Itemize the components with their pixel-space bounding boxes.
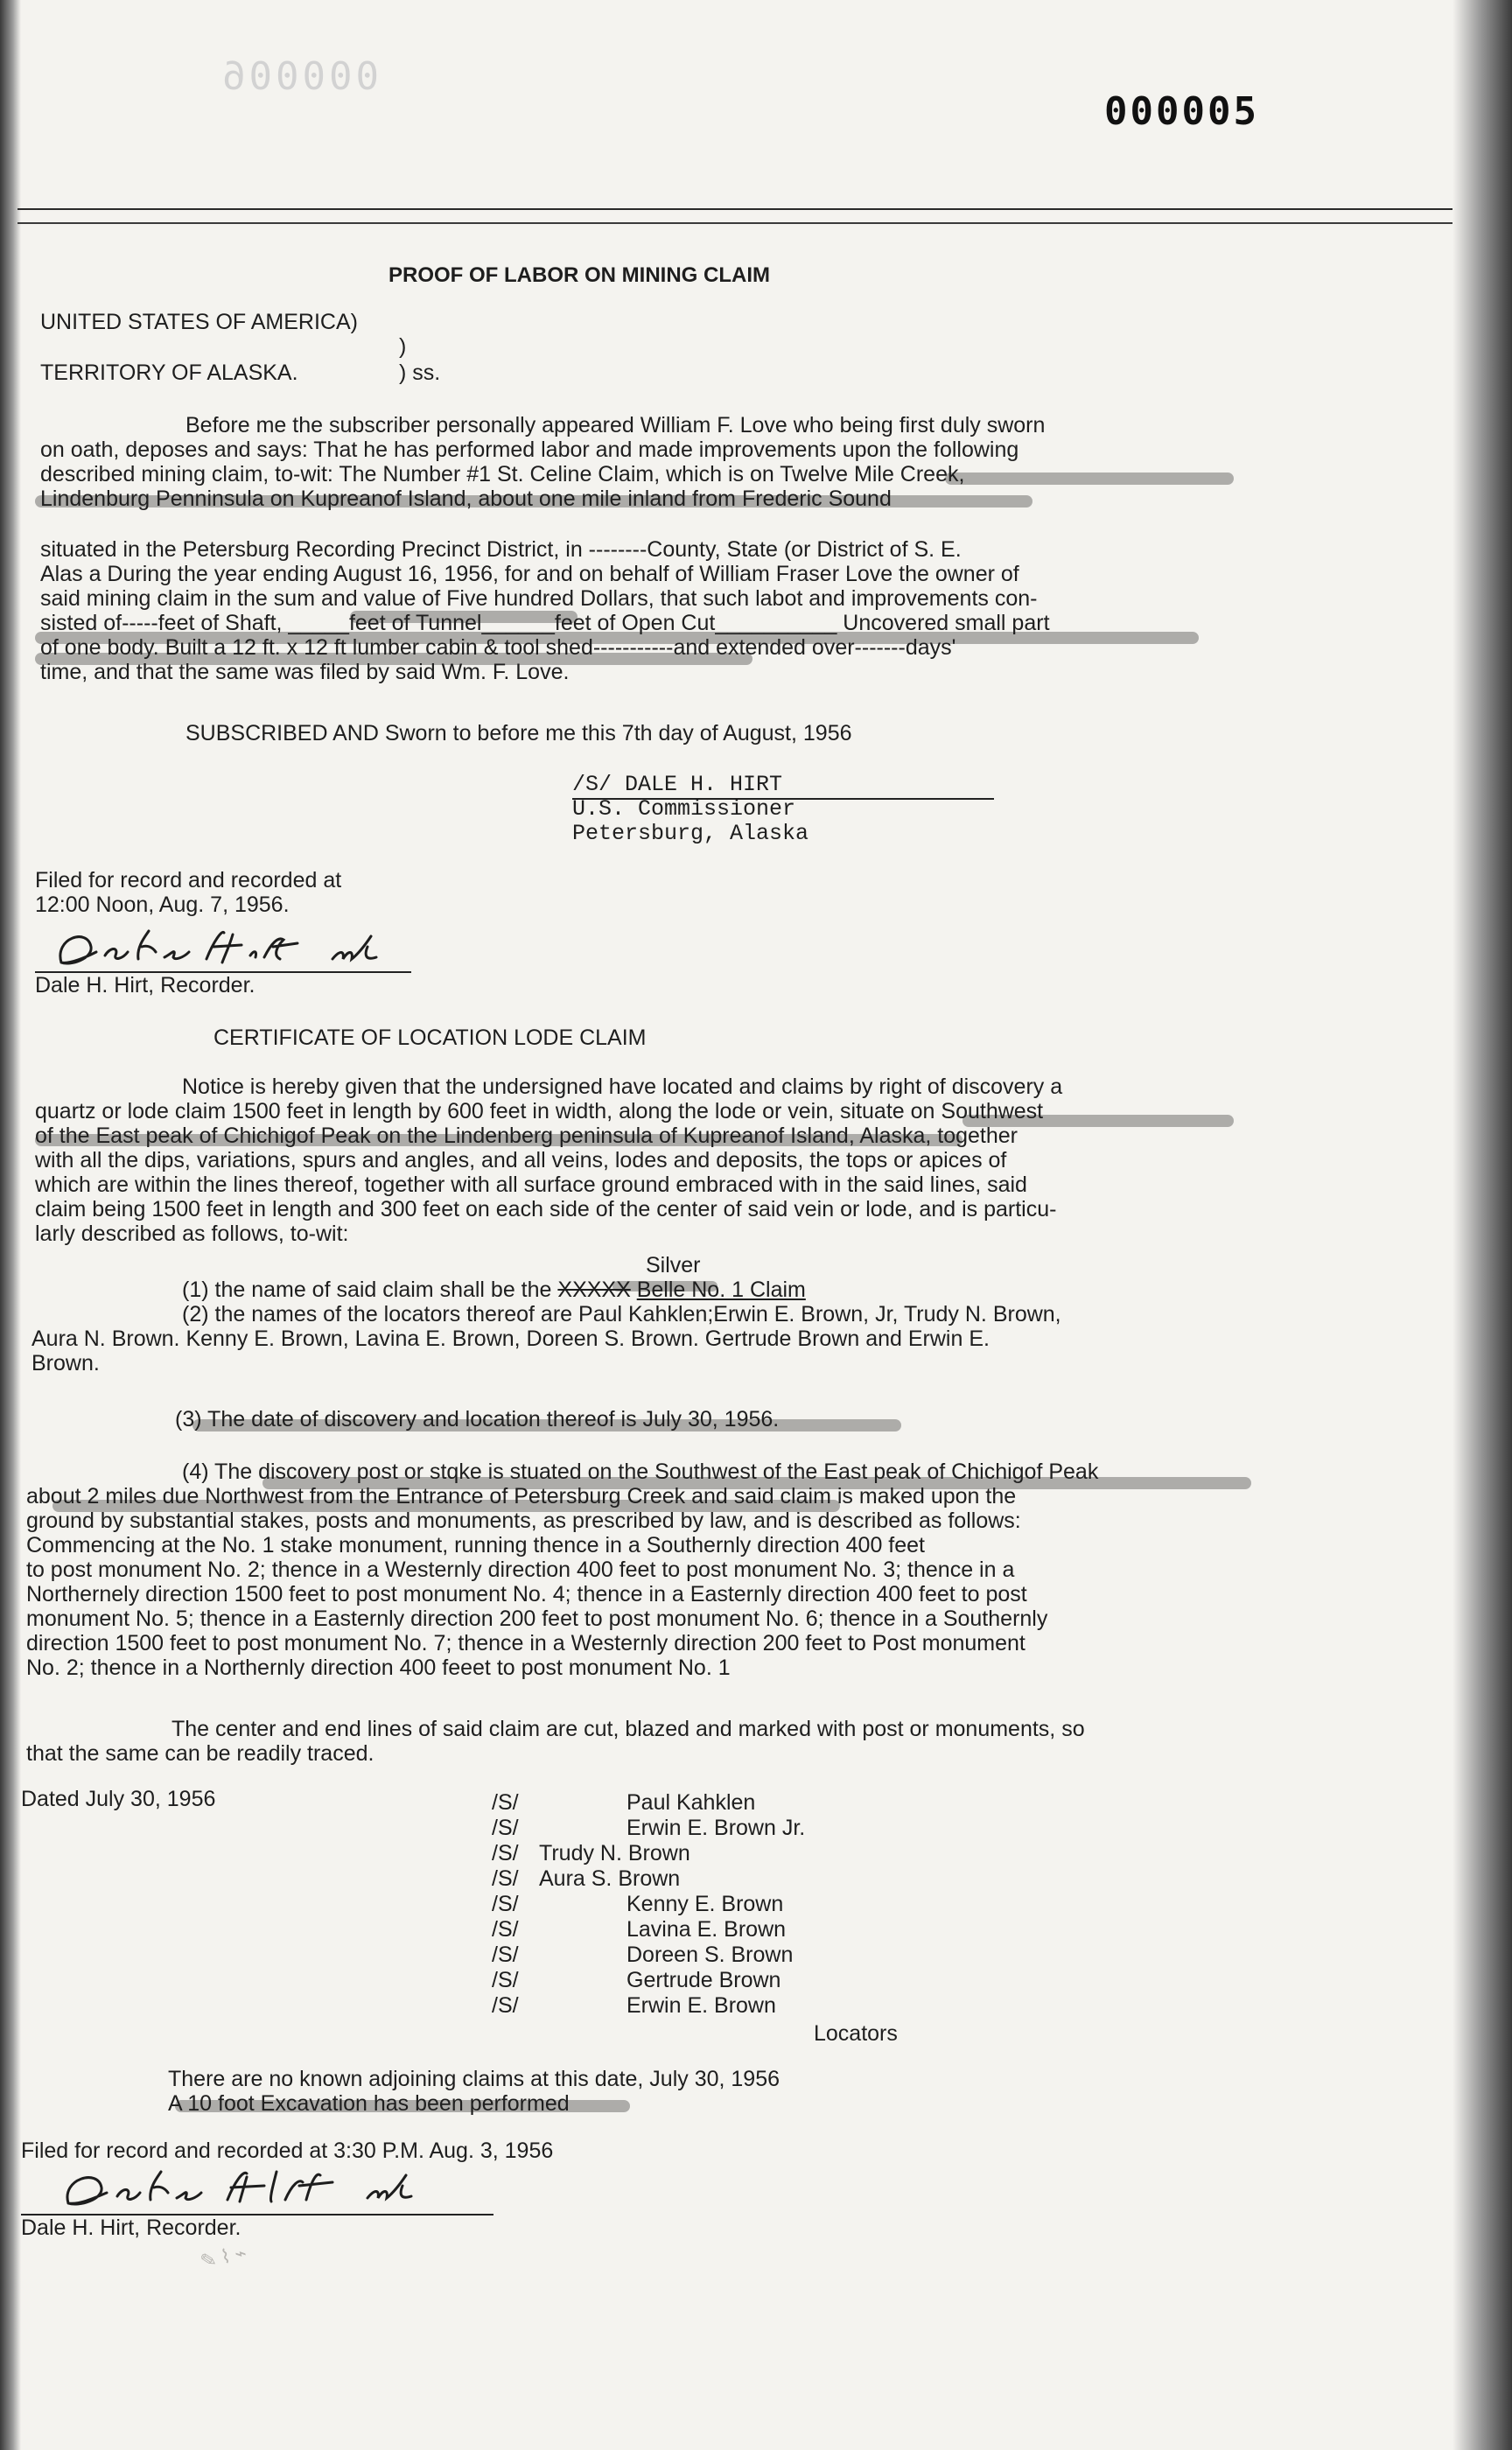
signer-mark: /S/: [492, 1942, 519, 1967]
item-4-line: Northernely direction 1500 feet to post monument No. 4; thence in a Easternly direction 400 feet to post: [26, 1582, 1027, 1606]
item-4-line: (4) The discovery post or stqke is stuated on the Southwest of the East peak of Chichigof Peak: [182, 1460, 1099, 1484]
adjoining-claims-line: There are no known adjoining claims at this date, July 30, 1956: [168, 2067, 780, 2091]
item-1-text: [182, 1278, 806, 1303]
signer-mark: /S/: [492, 1993, 519, 2018]
item-4-line: ground by substantial stakes, posts and monuments, as prescribed by law, and is described as follows:: [26, 1508, 1021, 1533]
proof-line: said mining claim in the sum and value of Five hundred Dollars, that such labot and improvements con-: [40, 586, 1038, 611]
signer-name: Gertrude Brown: [626, 1968, 781, 1992]
commissioner-signature: /S/ DALE H. HIRT: [572, 772, 783, 797]
notice-line: with all the dips, variations, spurs and angles, and all veins, lodes and deposits, the tops or apices of: [35, 1148, 1007, 1172]
filed-line: Filed for record and recorded at 3:30 P.M. Aug. 3, 1956: [21, 2138, 554, 2163]
notice-line: larly described as follows, to-wit:: [35, 1222, 349, 1246]
proof-line: time, and that the same was filed by said Wm. F. Love.: [40, 660, 570, 684]
scan-shadow-right: [1452, 0, 1512, 2450]
signer-name: Kenny E. Brown: [626, 1892, 784, 1916]
item-2-line: (2) the names of the locators thereof are Paul Kahklen;Erwin E. Brown, Jr, Trudy N. Brown,: [182, 1302, 1061, 1326]
filed-line: 12:00 Noon, Aug. 7, 1956.: [35, 892, 290, 917]
signer-mark: /S/: [492, 1790, 519, 1815]
center-lines-text: The center and end lines of said claim are cut, blazed and marked with post or monuments, so: [172, 1717, 1085, 1741]
venue-ss: ) ss.: [399, 360, 441, 385]
venue-line-1: UNITED STATES OF AMERICA): [40, 310, 358, 334]
faint-bleed-through: ✎ ⌇ ⌁: [198, 2241, 249, 2273]
item-2-line: Aura N. Brown. Kenny E. Brown, Lavina E. Brown, Doreen S. Brown. Gertrude Brown and Erwin E.: [32, 1326, 990, 1351]
handwritten-signature: [44, 2160, 499, 2214]
notice-line: quartz or lode claim 1500 feet in length by 600 feet in width, along the lode or vein, situate on Southwest: [35, 1099, 1044, 1124]
proof-line: Lindenburg Penninsula on Kupreanof Island, about one mile inland from Frederic Sound: [40, 486, 892, 511]
item-4-line: No. 2; thence in a Northernly direction 400 feeet to post monument No. 1: [26, 1656, 731, 1680]
item-1-prefix: (1) the name of said claim shall be the: [182, 1278, 552, 1302]
signer-name: Erwin E. Brown: [626, 1993, 776, 2018]
item-4-line: to post monument No. 2; thence in a Westernly direction 400 feet to post monument No. 3; thence in a: [26, 1558, 1015, 1582]
item-2-line: Brown.: [32, 1351, 100, 1376]
notice-line: Notice is hereby given that the undersigned have located and claims by right of discovery a: [182, 1074, 1063, 1099]
notice-line: which are within the lines thereof, together with all surface ground embraced with in the said lines, said: [35, 1172, 1027, 1197]
signer-mark: /S/: [492, 1841, 519, 1866]
notice-line: of the East peak of Chichigof Peak on the Lindenberg peninsula of Kupreanof Island, Alaska, together: [35, 1124, 1018, 1148]
signer-mark: /S/: [492, 1816, 519, 1840]
scan-shadow-left: [0, 0, 21, 2450]
signer-mark: /S/: [492, 1968, 519, 1992]
commissioner-place: Petersburg, Alaska: [572, 821, 809, 846]
recorder-signature-text: Dale H. Hirt md: [44, 2201, 135, 2214]
signer-name: Paul Kahklen: [626, 1790, 756, 1815]
locators-label: Locators: [814, 2021, 898, 2046]
signer-name: Aura S. Brown: [539, 1866, 681, 1891]
item-4-line: monument No. 5; thence in a Easternly direction 200 feet to post monument No. 6; thence in a Southernly: [26, 1606, 1048, 1631]
signer-mark: /S/: [492, 1866, 519, 1891]
recorder-name: Dale H. Hirt, Recorder.: [35, 973, 256, 998]
header-rule: [18, 208, 1452, 210]
document-number: 000005: [1104, 89, 1259, 134]
center-lines-text: that the same can be readily traced.: [26, 1741, 374, 1766]
proof-line: described mining claim, to-wit: The Number #1 St. Celine Claim, which is on Twelve Mile Creek,: [40, 462, 965, 486]
header-rule: [18, 222, 1452, 224]
subscribed-line: SUBSCRIBED AND Sworn to before me this 7th day of August, 1956: [186, 721, 852, 746]
item-1-claim-name: Belle No. 1 Claim: [636, 1278, 806, 1302]
item-1-struck-text: XXXXX: [557, 1278, 631, 1302]
handwritten-signature: [35, 920, 420, 975]
proof-line: Before me the subscriber personally appeared William F. Love who being first duly sworn: [186, 413, 1046, 438]
proof-title: PROOF OF LABOR ON MINING CLAIM: [388, 263, 770, 287]
proof-line: on oath, deposes and says: That he has performed labor and made improvements upon the following: [40, 438, 1019, 462]
item-4-line: about 2 miles due Northwest from the Entrance of Petersburg Creek and said claim is maked upon the: [26, 1484, 1017, 1508]
signer-name: Trudy N. Brown: [539, 1841, 690, 1866]
inserted-word: Silver: [646, 1253, 701, 1278]
recorder-name: Dale H. Hirt, Recorder.: [21, 2216, 242, 2240]
excavation-line: A 10 foot Excavation has been performed: [168, 2091, 570, 2116]
signer-name: Lavina E. Brown: [626, 1917, 787, 1942]
item-4-line: direction 1500 feet to post monument No. 7; thence in a Westernly direction 200 feet to Post monument: [26, 1631, 1026, 1656]
signer-name: Erwin E. Brown Jr.: [626, 1816, 806, 1840]
bleed-through-number: 000006: [219, 54, 379, 99]
recorder-signature-text: Dale H. Hirt md: [35, 962, 126, 975]
certificate-title: CERTIFICATE OF LOCATION LODE CLAIM: [214, 1026, 647, 1050]
scan-smudge: [945, 472, 1234, 485]
item-4-line: Commencing at the No. 1 stake monument, running thence in a Southernly direction 400 feet: [26, 1533, 925, 1558]
proof-line: sisted of-----feet of Shaft, _____feet of Tunnel______feet of Open Cut__________ Uncovered small part: [40, 611, 1050, 635]
signer-mark: /S/: [492, 1892, 519, 1916]
filed-line: Filed for record and recorded at: [35, 868, 342, 892]
proof-line: of one body. Built a 12 ft. x 12 ft lumber cabin & tool shed-----------and extended over-------days': [40, 635, 956, 660]
signer-name: Doreen S. Brown: [626, 1942, 794, 1967]
venue-line-2: TERRITORY OF ALASKA.: [40, 360, 298, 385]
signer-mark: /S/: [492, 1917, 519, 1942]
item-3-line: (3) The date of discovery and location thereof is July 30, 1956.: [175, 1407, 780, 1432]
dated-line: Dated July 30, 1956: [21, 1787, 216, 1811]
notice-line: claim being 1500 feet in length and 300 feet on each side of the center of said vein or lode, and is particu-: [35, 1197, 1057, 1222]
venue-paren: ): [399, 334, 407, 359]
proof-line: situated in the Petersburg Recording Precinct District, in --------County, State (or District of S. E.: [40, 537, 962, 562]
commissioner-title: U.S. Commissioner: [572, 796, 796, 822]
proof-line: Alas a During the year ending August 16, 1956, for and on behalf of William Fraser Love the owner of: [40, 562, 1019, 586]
